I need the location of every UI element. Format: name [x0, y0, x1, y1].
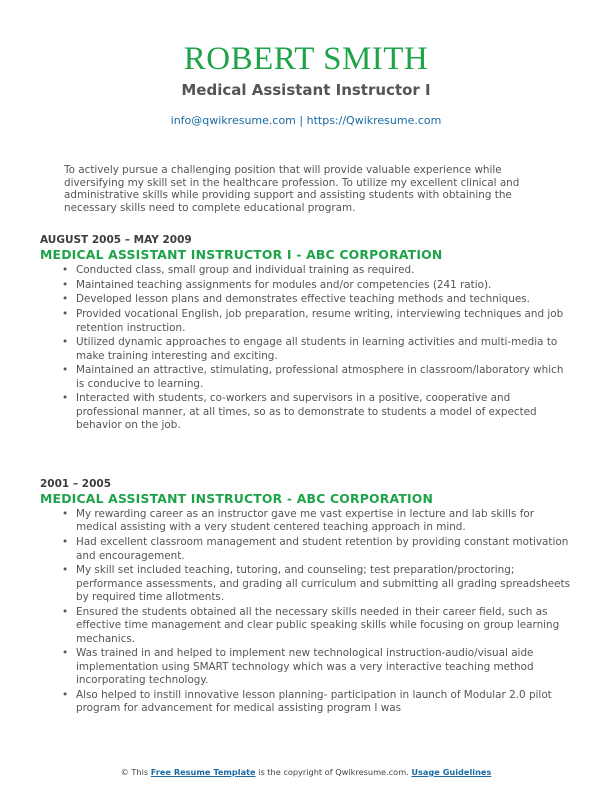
bullet-item: • Maintained teaching assignments for modules and/or competencies (241 ratio). [76, 279, 570, 292]
experience-entry-1 [40, 234, 570, 434]
job-bullets [40, 508, 570, 716]
bullet-item: • Also helped to instill innovative lesson planning- participation in launch of Modular 2.0 pilot program for advancement for medical assisting program I was [76, 689, 570, 716]
bullet-item: • Developed lesson plans and demonstrates effective teaching methods and techniques. [76, 293, 570, 306]
job-title: Medical Assistant Instructor I [181, 81, 431, 99]
bullet-item: • Maintained an attractive, stimulating, professional atmosphere in classroom/laboratory which is conducive to learning. [76, 364, 570, 391]
contact-separator: | [295, 114, 307, 127]
bullet-item: • Interacted with students, co-workers and supervisors in a positive, cooperative and professional manner, at all times, so as to demonstrate to students a model of expected behavior on the job. [76, 392, 570, 432]
job-dates: 2001 – 2005 [40, 478, 112, 490]
bullet-item: • Ensured the students obtained all the necessary skills needed in their career field, such as effective time management and clear public speaking skills while focusing on group learning mechanics. [76, 606, 570, 646]
email-link[interactable]: info@qwikresume.com [170, 114, 296, 127]
bullet-item: • Provided vocational English, job preparation, resume writing, interviewing techniques and job retention instruction. [76, 308, 570, 335]
bullet-item: • Utilized dynamic approaches to engage all students in learning activities and multi-media to make training interesting and exciting. [76, 336, 570, 363]
job-role: MEDICAL ASSISTANT INSTRUCTOR I - ABC CORPORATION [40, 247, 443, 262]
bullet-item: • Was trained in and helped to implement new technological instruction-audio/visual aide implementation using SMART technology which was a very interactive teaching method incorporating technology. [76, 647, 570, 687]
summary-paragraph: To actively pursue a challenging position that will provide valuable experience while diversifying my skill set in the healthcare profession. To utilize my excellent clinical and administrative skills while providing support and assisting students with obtaining the necessary skills need to complete educational program. [64, 164, 520, 214]
footer [0, 766, 612, 778]
bullet-item: • Conducted class, small group and individual training as required. [76, 264, 570, 277]
job-bullets [40, 264, 570, 433]
bullet-item: • My rewarding career as an instructor gave me vast expertise in lecture and lab skills for medical assisting with a very student centered teaching approach in mind. [76, 508, 570, 535]
bullet-item: • Had excellent classroom management and student retention by providing constant motivation and encouragement. [76, 536, 570, 563]
usage-guidelines-link[interactable]: Usage Guidelines [411, 767, 492, 777]
experience-entry-2 [40, 478, 570, 717]
job-role: MEDICAL ASSISTANT INSTRUCTOR - ABC CORPORATION [40, 491, 434, 506]
bullet-item: • My skill set included teaching, tutoring, and counseling; test preparation/proctoring; performance assessments, and grading all curriculum and submitting all grading spreadsheets by required time allotments. [76, 564, 570, 604]
resume-header [0, 40, 612, 129]
contact-line [0, 113, 612, 129]
candidate-name: ROBERT SMITH [183, 41, 429, 77]
footer-prefix: © This [120, 767, 151, 777]
free-resume-template-link[interactable]: Free Resume Template [150, 767, 256, 777]
website-link[interactable]: https://Qwikresume.com [306, 114, 442, 127]
footer-copyright-text: is the copyright of Qwikresume.com. [255, 767, 412, 777]
job-dates: AUGUST 2005 – MAY 2009 [40, 234, 192, 246]
